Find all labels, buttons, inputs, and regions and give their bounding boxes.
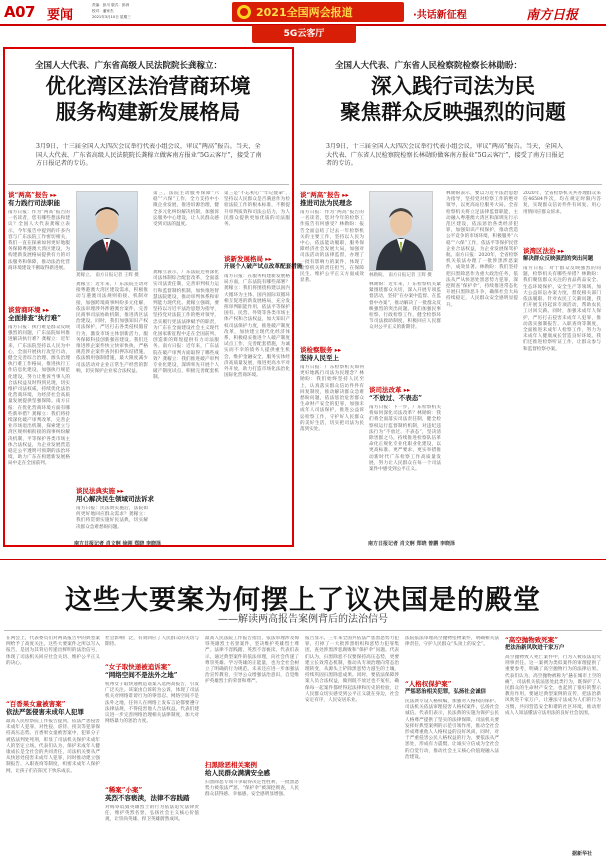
right-body-col4a: 2020年，全省检察机关共办理群众来信46584件次，均在规定时限内答复，实现群众信访件件有回复，用心用情回应群众诉求。 [523, 191, 601, 215]
left-subhead-4: 谈民法典实施 ▸▸ [76, 487, 124, 495]
feature-col1-intro: 在两会上，代表委员们对两高报告中的典型案例给予了高度关注。这些大要案件之所以写入报告，是因为其背后传递出鲜明的法治信号，体现了司法机关回应社会关切、维护公平正义的决心。 [6, 636, 100, 666]
feature-subhead-1: “百香果女童被害案” [6, 700, 66, 708]
right-lead: 3月9日，十三届全国人大四次会议举行代表小组会议，审议“两高”报告。当天，全国人大代表、广东省人民检察院检察长林勋盼做客南方报业“5G云客厅”，接受了南方日报记者的专访。 [326, 143, 564, 167]
left-kicker: 全国人大代表、广东省高级人民法院院长龚稼立： [35, 61, 223, 71]
feature-col5-intro: 法院依法审理高空抛物坠物案件，明确相关法律责任，守护人民群众“头顶上的安全”。 [405, 636, 499, 648]
feature-col6-body: 高空抛物致人死亡案件中，行为人被依法追究刑事责任。这一案例为类似案件的审理提供了重要参考，明确了高空抛物行为的法律后果。代表们认为，高空抛物被称为“悬在城市上空的痛”，司法机关依法惩处此类行为，既保护了人民群众的生命财产安全，也起到了很好的警示教育作用。要通过典型案例的宣传，把法治新风吹进千家万户，让遵法守法成为人们的行为习惯，共同营造安全和谐的社区环境，推动形成人人知法懂法守法用法的良好社会氛围。 [505, 655, 601, 716]
feature-subhead-4: 扫黑除恶相关案例 [205, 761, 257, 769]
feature-col2-intro: 社会影响广泛，有效回应了人民群众的关切与期待。 [105, 636, 199, 648]
feature-subhead-4b: 给人民群众满满安全感 [205, 769, 270, 777]
right-body-col1b: 南方日报：广东检察机关如何更好地践行司法为民理念？林勋盼：我们始终坚持人民至上，认真落实群众信访件件有回复制度，推动解决群众急难愁盼问题，依法惩治危害群众生命财产安全的犯罪，加强未成年人司法保护，推进公益诉讼检察工作，守护好人民群众的美好生活，切实把司法为民落到实处。 [300, 365, 364, 433]
editor-line: 责编：彭川 版式：彭湃 [92, 3, 130, 7]
feature-rule [4, 630, 602, 631]
portrait-icon [77, 192, 137, 270]
section-divider [0, 559, 606, 560]
newspaper-logo: 南方日报 [526, 8, 579, 23]
left-rule [8, 184, 289, 185]
left-subhead-1: 谈“两高”报告 ▸▸ [8, 191, 57, 199]
left-headline-line1: 优化湾区法治营商环境 [45, 74, 251, 98]
left-portrait-photo [76, 191, 138, 271]
event-slogan: ·共话新征程 [413, 10, 467, 21]
right-photo-caption: 林勋盼。 南方日报记者 王辉 摄 [369, 273, 432, 278]
left-body-col1b: 南方日报：执行难是群众反映强烈的问题，广东法院如何推进解决执行难？龚稼立：近年来，广东法院坚持以人民为中心，全面开展执行攻坚行动，健全完善综合治理、源头治理执行难工作格局，推进执行工作信息化建设，加强执行规范化建设，努力让胜诉当事人的合法权益及时得到兑现，切实维护司法权威，持续优化法治化营商环境，为经济社会高质量发展提供坚强保障。南方日报：在优化营商环境方面有哪些新举措？龚稼立：我们将持续深化破产审判改革，完善企业市场退出机制，探索建立与湾区规则相衔接的商事纠纷解决机制，平等保护各类市场主体合法权益，为企业发展营造稳定公平透明可预期的法治环境，助力广东在构建新发展格局中走在全国前列。 [8, 325, 70, 467]
left-lead: 3月9日，十三届全国人大四次会议举行代表小组会议，审议“两高”报告。当天，全国人大代表、广东省高级人民法院院长龚稼立做客南方报业“5G云客厅”，接受了南方日报记者的专访。 [36, 143, 262, 167]
right-subhead-1b: 推进司法为民理念 [300, 199, 352, 207]
left-byline: 南方日报记者 肖文舸 徐刚 郑晓 李晓泽 [74, 541, 161, 547]
left-subhead-4b: 用心解决民生领域司法诉求 [76, 495, 154, 503]
left-body-col2: 龚稼立：近年来，广东法院主动对接粤港澳大湾区建设需求，积极推动与港澳司法规则衔接、机制对接，加强跨境商事纠纷多元化解，依法审理涉外涉港澳台案件，完善民商事司法协助机制，推进湾区法治建设。同时，我们加强知识产权司法保护，严厉打击各类侵权假冒行为，激发市场主体创新活力，服务保障科技创新强省建设。我们还推进涉企案件快立快审快执，严格规范涉企案件查封扣押冻结措施，依法慎用强制措施，最大限度减少司法活动对企业正常生产经营的影响，切实保护企业家合法权益。 [76, 282, 148, 374]
left-body-col2b: 南方日报：民法典实施后，法院如何更好地回应群众需求？龚稼立：我们将贯彻实施好民法典，切实解决群众急难愁盼问题。 [76, 506, 148, 530]
left-subhead-1b: 有力践行司法职能 [8, 199, 60, 207]
right-subhead-2b: 坚持人民至上 [300, 354, 339, 362]
feature-subhead-5b: 严惩恶治相关犯罪，弘扬社会诚信 [405, 689, 486, 695]
left-photo-caption: 龚稼立。 南方日报记者 王辉 摄 [76, 273, 139, 278]
right-subhead-2: 谈检察服务 ▸▸ [300, 346, 342, 354]
feature-headline: 这些大要案为何摆上了议决国是的殿堂 [65, 585, 541, 616]
right-subhead-4b: 解决群众反映强烈的突出问题 [523, 256, 594, 262]
right-headline-line2: 聚焦群众反映强烈的问题 [340, 100, 566, 124]
5g-badge: 5G云客厅 [252, 25, 356, 43]
left-body-col3b: 龚稼立表示，广东法院还将深化司法体制综合配套改革，全面落实司法责任制，完善审判权力运行和监督制约机制，加快推进智慧法院建设，推动审判体系和审判能力现代化。龚稼立强调，要坚持以习近平法治思想为指导，坚持党对法院工作的绝对领导，忠实履行宪法法律赋予的职责，为广东在全面建设社会主义现代化国家新征程中走在全国前列、创造新的辉煌提供有力司法服务。南方日报：近年来，广东法院在破产审判方面取得了哪些成效？龚稼立：我们推进破产审判专业化建设，深圳率先开展个人破产制度试点，积极完善配套机制。 [153, 270, 219, 381]
right-subhead-4: 谈湾区法治 ▸▸ [523, 247, 565, 255]
feature-col5-body: 民法典专设人格权编，加强对人格权的保护。司法机关依法审理侵害人格权案件，弘扬社会诚信。代表们表示，民法典的实施为保护公民人格尊严提供了坚实的法律保障，司法机关要发挥好典型案例的示范引领作用，推动全社会形成尊重他人人格权益的良好风尚。同时，对于严重侵害公民人格权益的行为，要依法从严惩处，形成有力震慑，让诚实守信成为全社会的自觉行动，推动社会主义核心价值观融入法治建设。 [405, 699, 499, 760]
right-body-col2a: 林勋盼：近年来，广东检察机关紧紧围绕群众关切，深入开展专项监督活动，坚持“在办案中监督、在监督中办案”，推动解决了一批群众反映强烈的突出问题。我们加强民事检察、行政检察工作，健全检察环节司法救助制度，积极回应人民群众对公平正义的新期待。 [369, 282, 441, 331]
right-body-col2b: 南方日报：下一步，广东检察机关将如何深化司法改革？林勋盼：我们将全面落实司法责任制，健全检察权运行监督制约机制，对违纪违法行为“不放过、不表态”，坚决清除害群之马，持续推进检察队伍革命化正规化专业化职业化建设，以更高标准、更严要求、更实举措推动新时代广东检察工作高质量发展，努力让人民群众在每一个司法案件中感受到公平正义。 [369, 405, 441, 473]
left-body-col1a: 南方日报：作为“两高”报告的一名读者，您有哪些想法和建议？全国人大代表龚稼立表示，今年报告中提到的许多内容与广东法院工作密切相关，我们一直在探索如何更好地服务保障粤港澳大湾区建设，为构建新发展格局提供有力的司法服务和保障，推动法治化营商环境建设不断取得新进展。 [8, 210, 70, 271]
left-subhead-3: 谈新发展格局 ▸▸ [224, 255, 272, 263]
feature-col3-body: 最高人民法院工作报告指出，依法审理涉及侮辱英雄烈士名誉案件，坚决维护英雄烈士尊严。法律不容践踏，英烈不容亵渎。代表们表示，通过典型案件的依法审理，向社会传递了尊崇英雄、学习英雄的正能量，也为全社会树立了明确的行为规范。未来还应进一步加强法治宣传教育，引导公众增强法治意识，自觉维护英雄烈士的荣誉和尊严。 [205, 636, 299, 685]
left-body-col3a: 第三，法院主动服务保障“六稳”“六保”工作，全力支持中小微企业发展，推进诉源治理，健全多元化纠纷解决机制，加强诉讼服务中心建设，让人民群众感受到司法的温度。 [153, 191, 219, 228]
right-subhead-3b: “不放过、不表态” [369, 394, 422, 402]
feature-subhead-1b: 依法严惩侵害未成年人犯罪 [6, 708, 84, 716]
right-byline: 南方日报记者 肖文舸 郑晓 曾鹏 李晓泽 [368, 541, 455, 547]
right-subhead-1: 谈“两高”报告 ▸▸ [300, 191, 349, 199]
feature-subheadline: ——解读两高报告案例背后的法治信号 [218, 614, 388, 625]
right-headline-line1: 深入践行司法为民 [371, 74, 535, 98]
feature-col1-body: 最高人民检察院工作报告提到，依法严惩侵害未成年人犯罪，对性侵、虐待、拐卖等犯罪保持高压态势。百香果女童被害案中，犯罪分子被依法判处死刑，彰显了司法机关保护未成年人的坚定立场。代表们认为，保护未成年人健康成长是全社会的共同责任，司法机关要从严从快惩处侵害未成年人犯罪，同时推动建立强制报告、入职查询等制度，织密未成年人保护网，让孩子们在阳光下快乐成长。 [6, 719, 100, 774]
feature-subhead-3b: 英烈不容亵渎，法律不容践踏 [105, 794, 190, 802]
event-banner-title: 2021全国两会报道 [256, 6, 353, 19]
date-line: 2021年3月10日 星期三 [92, 15, 131, 19]
portrait-icon [370, 192, 432, 270]
feature-subhead-6: “高空抛物致死案” [505, 636, 558, 644]
emblem-icon [236, 4, 252, 20]
feature-col3-body-b: 扫黑除恶专项斗争取得决定性胜利，一批黑恶势力被依法严惩，“保护伞”被深挖彻查，人民群众获得感、幸福感、安全感明显增强。 [205, 780, 299, 798]
left-subhead-2: 谈营商环境 ▸▸ [8, 306, 50, 314]
left-headline-line2: 服务构建新发展格局 [55, 100, 241, 124]
left-body-col4a: 第三是“不忘初心”“牢记使命”，坚持以人民群众是否满意作为检验法院工作的根本标准，不断提升审判质效和司法公信力，为人民群众提供更加优质的司法服务。 [224, 191, 290, 228]
feature-subhead-5: “人格权保护案” [405, 680, 452, 688]
right-body-col1a: 南方日报：作为“两高”报告的一名读者，您对今年的检察工作报告有何感受？林勋盼：报告全面总结了过去一年检察机关的主要工作，坚持以人民为中心，依法能动履职，服务保障经济社会发展大局，加强对司法活动的法律监督，办理了一批有影响力的案件，体现了检察机关的责任担当，在保障民生、维护公平正义方面成效显著。 [300, 210, 364, 284]
left-subhead-3b: 开展个人破产试点改革配套措施 [224, 264, 303, 270]
right-subhead-3: 谈司法改革 ▸▸ [369, 386, 411, 394]
masthead [0, 0, 606, 26]
right-body-col4b: 南方日报：对于群众反映强烈的问题，检察机关有哪些举措？林勋盼：我们聚焦群众关注的食品药品安全、生态环境保护、安全生产等领域，加大公益诉讼办案力度，督促相关部门依法履职。针对农民工欠薪问题，我们开展支持起诉专项活动，帮助农民工讨回欠薪。同时，加强未成年人保护，严厉打击侵害未成年人犯罪，推动落实强制报告、入职查询等制度，全面推进未成年人检察工作，努力为未成年人健康成长营造良好环境。我们还推进检察听证工作，让群众参与和监督检察办案。 [523, 266, 601, 352]
left-subhead-2b: 全面排查“执行难” [8, 314, 61, 322]
feature-col2-body: 杭州女子取快递被造谣案入选两高报告，引发广泛关注。该案由自诉转为公诉，体现了司法机关对网络诽谤行为的零容忍。网络空间不是法外之地，任何人在网络上发布言论都要遵守法律法规，不得侵害他人合法权益。代表们建议进一步完善网络治理相关法律制度，加大对网络暴力的惩治力度。 [105, 682, 199, 725]
feature-col2-body-b: 对侮辱诋毁英雄烈士的行为依法追究法律责任，维护英烈名誉，弘扬社会主义核心价值观，让崇尚英雄、捍卫英雄蔚然成风。 [105, 805, 199, 823]
page-number: A07 [4, 3, 35, 21]
proofreader-line: 校对：潘家杰 [92, 9, 114, 13]
feature-subhead-2b: “网络空间不是法外之地” [105, 671, 178, 679]
feature-subhead-3: “稀案”小案” [105, 786, 143, 794]
left-body-col4b: 南方日报：在服务构建新发展格局方面，广东法院有哪些部署？龚稼立：我们将围绕构建以国内大循环为主体、国内国际双循环相互促进的新发展格局，充分发挥审判职能作用，依法平等保护国有、民营、外资等各类市场主体产权和合法权益，加大知识产权司法保护力度，推进破产制度改革，加快建立现代化经济体系，积极稳妥推进个人破产制度试点工作，完善配套措施，为诚实而不幸的债务人提供重生机会，维护金融安全，服务实体经济高质量发展，推进更高水平对外开放，助力打造市场化法治化国际化营商环境。 [224, 274, 290, 379]
feature-subhead-6b: 把法治新风吹进千家万户 [505, 645, 565, 651]
right-portrait-photo [369, 191, 433, 271]
feature-subhead-2: “女子取快递被追诉案” [105, 663, 171, 671]
right-body-col3: 林勋盼表示，要以习近平法治思想为指导，坚持党对检察工作的绝对领导，以更高站位服务大局。全省检察机关将立足法律监督职能，主动融入粤港澳大湾区和深圳先行示范区建设，依法惩治各类经济犯罪，加强知识产权保护，推动营造公平竞争的市场环境，积极服务“六稳”“六保”工作，依法平等保护民营企业合法权益，为企业发展保驾护航。南方日报：2020年，全省检察机关依法办理了一批涉黑涉恶案件，成效显著。林勋盼：我们坚持把扫黑除恶作为重大政治任务，依法从严从快惩处黑恶势力犯罪，深挖彻查“保护伞”，持续推进常态化开展扫黑除恶斗争，确保社会大局持续稳定，人民群众安全感明显提升。 [446, 191, 518, 308]
section-name: 要闻 [47, 8, 74, 23]
right-rule [300, 184, 602, 185]
feature-col4-body: 报告显示，三年来全国共依法严惩黑恶势力犯罪，打掉了一大批涉黑组织和恶势力犯罪集团，查处涉黑涉恶腐败和“保护伞”问题。代表们认为，扫黑除恶不仅要保持高压态势，更要建立长效常态机制，推动从专项治理向常态治理转变，从源头上铲除黑恶势力滋生的土壤，持续巩固扫黑除恶成果。同时，要依法保障涉案人员合法权益，做到既不放过也不冤枉，确保每一起案件都经得起法律和历史的检验，让人民群众切实感受到公平正义就在身边，社会安定有序，人民安居乐业。 [305, 636, 399, 704]
feature-byline: 据新华社 [572, 851, 593, 857]
right-kicker: 全国人大代表、广东省人民检察院检察长林勋盼： [335, 61, 523, 71]
